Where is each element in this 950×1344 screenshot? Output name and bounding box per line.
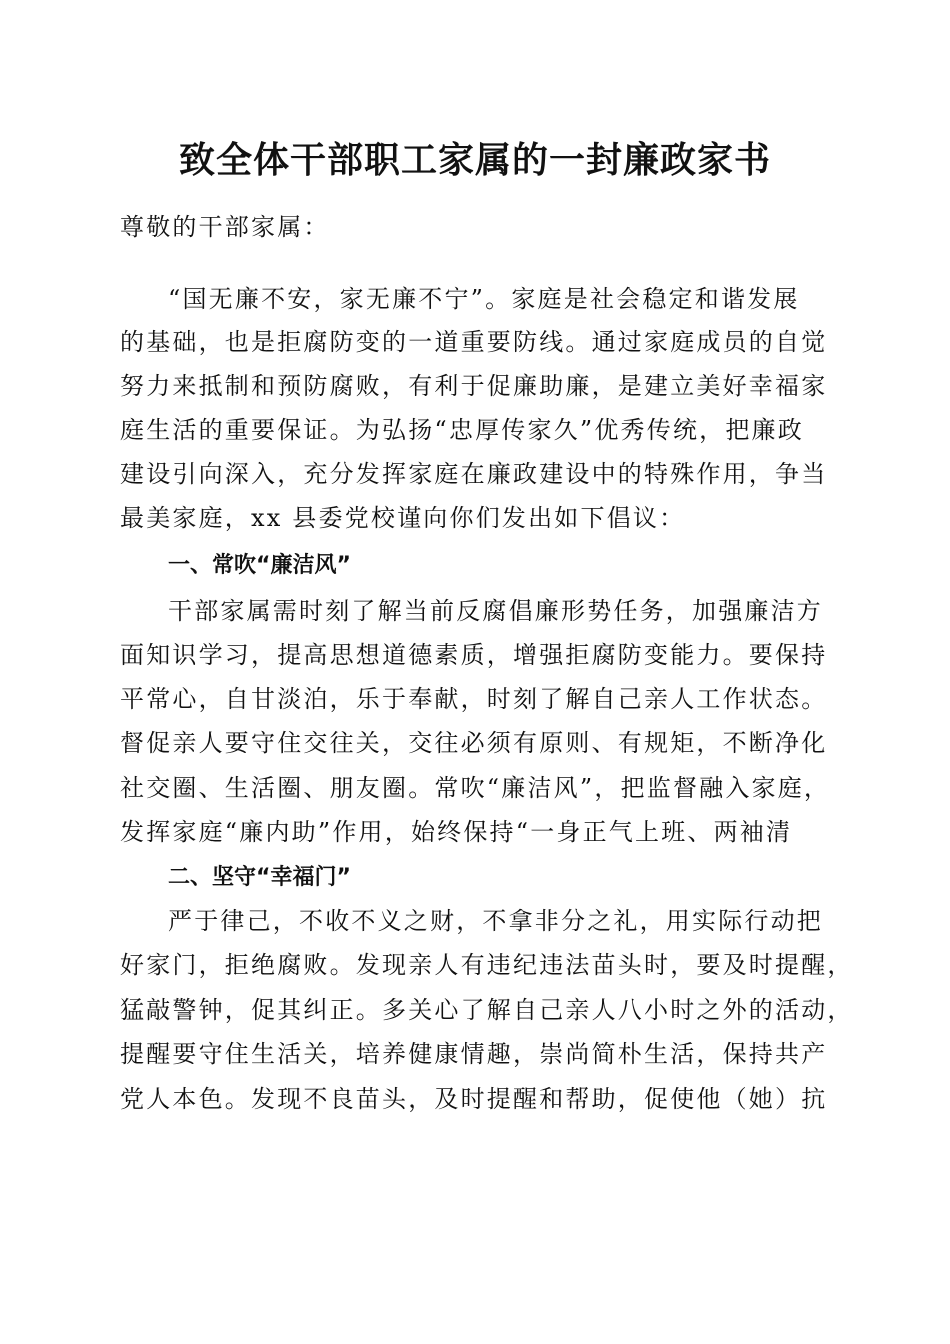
salutation: 尊敬的干部家属： [120,213,330,241]
paragraph-line: 提醒要守住生活关，培养健康情趣，崇尚简朴生活，保持共产 [120,1040,828,1068]
paragraph-line: 最美家庭，xx 县委党校谨向你们发出如下倡议： [120,504,686,532]
paragraph-line: 严于律己，不收不义之财，不拿非分之礼，用实际行动把 [168,907,823,935]
section-heading: 二、坚守“幸福门” [168,865,351,890]
paragraph-line: 发挥家庭“廉内助”作用，始终保持“一身正气上班、两袖清 [120,818,793,846]
section-heading: 一、常吹“廉洁风” [168,553,351,578]
paragraph-line: “国无廉不安，家无廉不宁”。家庭是社会稳定和谐发展 [168,285,800,313]
paragraph-line: 好家门，拒绝腐败。发现亲人有违纪违法苗头时，要及时提醒， [120,951,854,979]
paragraph-line: 督促亲人要守住交往关，交往必须有原则、有规矩，不断净化 [120,729,828,757]
paragraph-line: 干部家属需时刻了解当前反腐倡廉形势任务，加强廉洁方 [168,597,823,625]
paragraph-line: 社交圈、生活圈、朋友圈。常吹“廉洁风”，把监督融入家庭， [120,774,831,802]
paragraph-line: 面知识学习，提高思想道德素质，增强拒腐防变能力。要保持 [120,641,828,669]
document-title: 致全体干部职工家属的一封廉政家书 [178,139,771,181]
paragraph-line: 的基础，也是拒腐防变的一道重要防线。通过家庭成员的自觉 [120,328,828,356]
paragraph-line: 猛敲警钟，促其纠正。多关心了解自己亲人八小时之外的活动， [120,996,854,1024]
paragraph-line: 平常心，自甘淡泊，乐于奉献，时刻了解自己亲人工作状态。 [120,685,828,713]
paragraph-line: 庭生活的重要保证。为弘扬“忠厚传家久”优秀传统，把廉政 [120,416,804,444]
paragraph-line: 党人本色。发现不良苗头，及时提醒和帮助，促使他（她）抗 [120,1085,828,1113]
paragraph-line: 建设引向深入，充分发挥家庭在廉政建设中的特殊作用，争当 [120,460,828,488]
paragraph-line: 努力来抵制和预防腐败，有利于促廉助廉，是建立美好幸福家 [120,372,828,400]
